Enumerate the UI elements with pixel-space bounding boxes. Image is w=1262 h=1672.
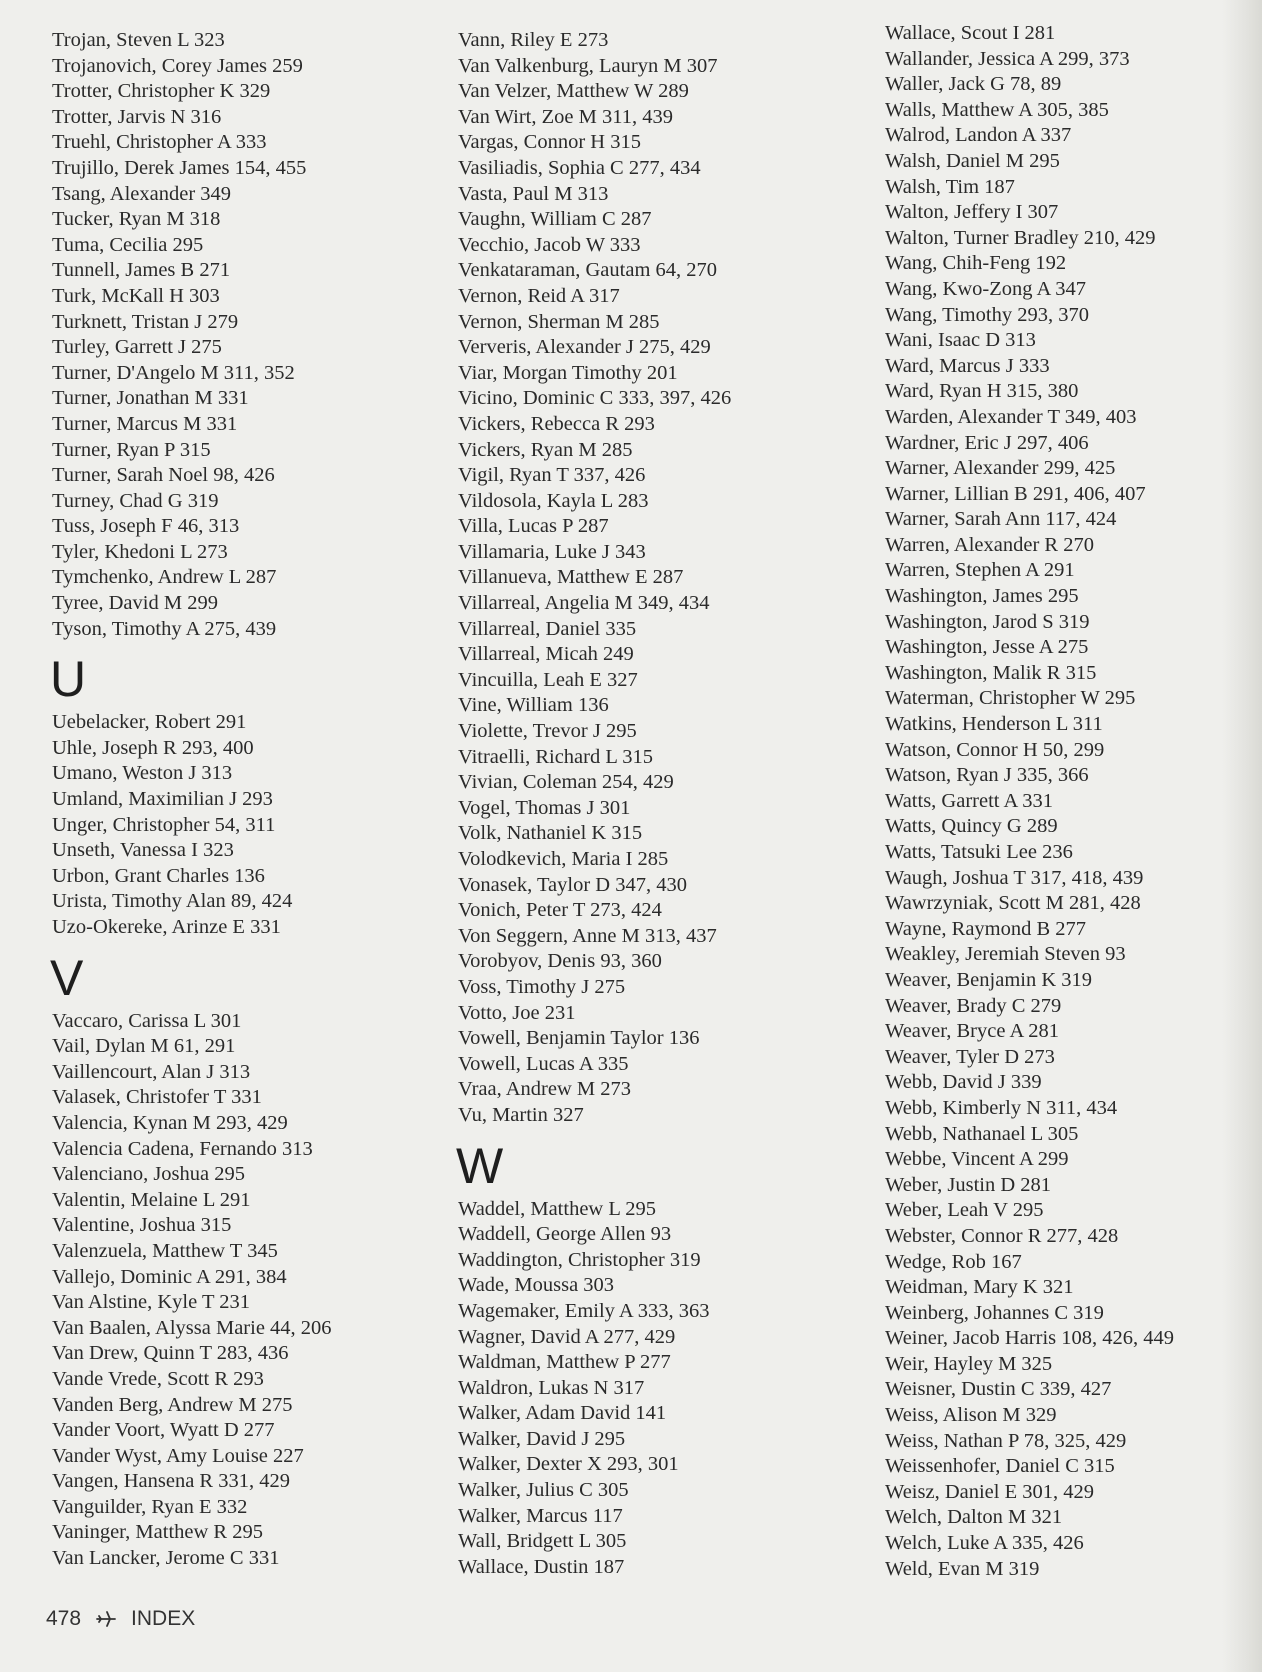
index-entry: Von Seggern, Anne M 313, 437 [458, 924, 717, 947]
page-edge-shadow [1222, 0, 1262, 1672]
index-entry: Waldron, Lukas N 317 [458, 1376, 645, 1399]
index-entry: Waller, Jack G 78, 89 [885, 73, 1062, 96]
index-entry: Wallander, Jessica A 299, 373 [885, 47, 1130, 70]
index-entry: Vasiliadis, Sophia C 277, 434 [458, 156, 701, 179]
index-entry: Vallejo, Dominic A 291, 384 [52, 1265, 287, 1288]
index-entry: Tyree, David M 299 [52, 592, 218, 615]
index-entry: Villa, Lucas P 287 [458, 515, 609, 538]
index-entry: Wedge, Rob 167 [885, 1250, 1022, 1273]
index-entry: Vorobyov, Denis 93, 360 [458, 950, 662, 973]
index-entry: Welch, Dalton M 321 [885, 1506, 1063, 1529]
index-entry: Wang, Kwo-Zong A 347 [885, 277, 1087, 300]
index-entry: Tymchenko, Andrew L 287 [52, 566, 277, 589]
index-entry: Umland, Maximilian J 293 [52, 788, 273, 811]
index-entry: Walker, Julius C 305 [458, 1479, 629, 1502]
index-entry: Viar, Morgan Timothy 201 [458, 361, 678, 384]
index-entry: Vanden Berg, Andrew M 275 [52, 1393, 293, 1416]
index-entry: Weiner, Jacob Harris 108, 426, 449 [885, 1327, 1175, 1350]
index-entry: Vann, Riley E 273 [458, 29, 609, 51]
index-entry: Vine, William 136 [458, 694, 609, 717]
index-entry: Warren, Alexander R 270 [885, 533, 1094, 556]
index-entry: Trojan, Steven L 323 [52, 29, 225, 51]
index-entry: Walton, Jeffery I 307 [885, 201, 1059, 224]
index-entry: Webb, David J 339 [885, 1071, 1042, 1094]
index-entry: Votto, Joe 231 [458, 1001, 576, 1024]
index-entry: Uhle, Joseph R 293, 400 [52, 736, 254, 759]
index-entry: Washington, Malik R 315 [885, 661, 1097, 684]
index-entry: Turk, McKall H 303 [52, 284, 220, 307]
section-label: INDEX [131, 1607, 196, 1630]
index-entry: Umano, Weston J 313 [52, 762, 233, 785]
index-entry: Weaver, Bryce A 281 [885, 1020, 1059, 1043]
index-entry: Voss, Timothy J 275 [458, 975, 626, 998]
index-entry: Turner, Jonathan M 331 [52, 387, 249, 410]
index-entry: Unseth, Vanessa I 323 [52, 839, 234, 862]
index-entry: Vickers, Rebecca R 293 [458, 412, 655, 435]
index-entry: Ververis, Alexander J 275, 429 [458, 336, 711, 359]
index-entry: Vangen, Hansena R 331, 429 [52, 1470, 290, 1493]
index-entry: Washington, Jesse A 275 [885, 636, 1089, 659]
index-entry: Weidman, Mary K 321 [885, 1276, 1074, 1299]
index-entry: Warren, Stephen A 291 [885, 559, 1075, 582]
index-entry: Valenzuela, Matthew T 345 [52, 1239, 278, 1262]
index-entry: Valasek, Christofer T 331 [52, 1086, 262, 1109]
index-entry: Weissenhofer, Daniel C 315 [885, 1455, 1115, 1478]
index-entry: Uzo-Okereke, Arinze E 331 [52, 916, 281, 938]
index-entry: Watson, Ryan J 335, 366 [885, 764, 1089, 787]
index-entry: Venkataraman, Gautam 64, 270 [458, 259, 718, 282]
index-entry: Vivian, Coleman 254, 429 [458, 771, 674, 794]
index-entry: Vaccaro, Carissa L 301 [52, 1009, 242, 1032]
index-entry: Villarreal, Micah 249 [458, 643, 634, 666]
index-entry: Valenciano, Joshua 295 [52, 1163, 245, 1186]
airplane-icon [95, 1610, 117, 1628]
index-entry: Wade, Moussa 303 [458, 1274, 615, 1297]
index-entry: Van Baalen, Alyssa Marie 44, 206 [52, 1316, 332, 1339]
index-entry: Webster, Connor R 277, 428 [885, 1224, 1119, 1247]
index-entry: Van Lancker, Jerome C 331 [52, 1547, 280, 1570]
index-entry: Walker, Dexter X 293, 301 [458, 1453, 679, 1476]
index-entry: Wang, Timothy 293, 370 [885, 303, 1089, 326]
index-entry: Wayne, Raymond B 277 [885, 917, 1087, 940]
index-entry: Valencia, Kynan M 293, 429 [52, 1111, 288, 1134]
index-entry: Turley, Garrett J 275 [52, 336, 222, 359]
index-entry: Welch, Luke A 335, 426 [885, 1532, 1084, 1555]
index-entry: Trotter, Christopher K 329 [52, 80, 271, 103]
index-entry: Waddell, George Allen 93 [458, 1223, 672, 1246]
section-letter-v: V [50, 949, 84, 1006]
index-entry: Valentin, Melaine L 291 [52, 1188, 251, 1211]
index-entry: Weber, Leah V 295 [885, 1199, 1044, 1222]
index-entry: Weaver, Benjamin K 319 [885, 968, 1093, 991]
index-entry: Weaver, Tyler D 273 [885, 1045, 1055, 1068]
index-entry: Walls, Matthew A 305, 385 [885, 98, 1109, 121]
index-entry: Vander Voort, Wyatt D 277 [52, 1419, 275, 1442]
index-entry: Vu, Martin 327 [458, 1103, 584, 1126]
index-entry: Van Alstine, Kyle T 231 [52, 1291, 250, 1314]
index-entry: Warden, Alexander T 349, 403 [885, 405, 1137, 428]
index-entry: Van Drew, Quinn T 283, 436 [52, 1342, 289, 1365]
index-entry: Warner, Lillian B 291, 406, 407 [885, 482, 1146, 505]
index-entry: Vasta, Paul M 313 [458, 182, 609, 205]
index-entry: Weld, Evan M 319 [885, 1557, 1040, 1580]
index-entry: Washington, Jarod S 319 [885, 610, 1090, 633]
index-entry: Wagner, David A 277, 429 [458, 1325, 676, 1348]
index-entry: Walker, Marcus 117 [458, 1504, 623, 1527]
index-entry: Wani, Isaac D 313 [885, 329, 1036, 352]
index-entry: Weir, Hayley M 325 [885, 1352, 1053, 1375]
index-entry: Weisz, Daniel E 301, 429 [885, 1480, 1094, 1503]
index-entry: Volodkevich, Maria I 285 [458, 848, 669, 870]
index-entry: Waugh, Joshua T 317, 418, 439 [885, 866, 1144, 889]
index-entry: Waddel, Matthew L 295 [458, 1197, 656, 1220]
index-entry: Webbe, Vincent A 299 [885, 1148, 1069, 1171]
index-entry: Webb, Kimberly N 311, 434 [885, 1096, 1118, 1119]
index-entry: Ward, Marcus J 333 [885, 354, 1050, 377]
index-entry: Turner, D'Angelo M 311, 352 [52, 361, 295, 384]
index-entry: Warner, Sarah Ann 117, 424 [885, 508, 1117, 531]
index-entry: Turner, Ryan P 315 [52, 438, 211, 461]
index-entry: Trojanovich, Corey James 259 [52, 54, 303, 77]
index-entry: Watson, Connor H 50, 299 [885, 738, 1105, 761]
index-entry: Wawrzyniak, Scott M 281, 428 [885, 892, 1141, 915]
index-entry: Trotter, Jarvis N 316 [52, 105, 222, 128]
index-entry: Walton, Turner Bradley 210, 429 [885, 226, 1156, 249]
index-entry: Wallace, Dustin 187 [458, 1555, 625, 1578]
index-entry: Walker, Adam David 141 [458, 1402, 667, 1425]
index-entry: Vande Vrede, Scott R 293 [52, 1367, 264, 1390]
index-entry: Vanguilder, Ryan E 332 [52, 1495, 248, 1518]
index-column-2 [458, 28, 731, 1580]
index-entry: Weiss, Nathan P 78, 325, 429 [885, 1429, 1127, 1452]
index-entry: Watkins, Henderson L 311 [885, 713, 1103, 736]
section-letter-u: U [50, 651, 87, 708]
index-entry: Uebelacker, Robert 291 [52, 711, 247, 734]
index-entry: Wagemaker, Emily A 333, 363 [458, 1299, 710, 1322]
index-entry: Vowell, Benjamin Taylor 136 [458, 1027, 700, 1050]
index-entry: Tyler, Khedoni L 273 [52, 540, 228, 563]
index-entry: Valentine, Joshua 315 [52, 1214, 232, 1237]
index-entry: Vonasek, Taylor D 347, 430 [458, 873, 687, 896]
index-entry: Vonich, Peter T 273, 424 [458, 899, 662, 922]
index-entry: Villamaria, Luke J 343 [458, 540, 646, 563]
index-column-1 [52, 28, 332, 1572]
index-entry: Villanueva, Matthew E 287 [458, 566, 684, 589]
index-entry: Watts, Quincy G 289 [885, 815, 1058, 838]
index-entry: Waddington, Christopher 319 [458, 1248, 701, 1271]
index-entry: Waldman, Matthew P 277 [458, 1351, 671, 1374]
index-entry: Turner, Sarah Noel 98, 426 [52, 464, 275, 487]
index-entry: Tuma, Cecilia 295 [52, 233, 204, 256]
index-entry: Tunnell, James B 271 [52, 259, 231, 282]
index-entry: Van Wirt, Zoe M 311, 439 [458, 105, 673, 128]
index-entry: Valencia Cadena, Fernando 313 [52, 1137, 313, 1160]
index-entry: Weaver, Brady C 279 [885, 994, 1062, 1017]
index-entry: Vraa, Andrew M 273 [458, 1078, 631, 1101]
index-entry: Tuss, Joseph F 46, 313 [52, 515, 240, 538]
index-entry: Tyson, Timothy A 275, 439 [52, 617, 277, 640]
index-entry: Weinberg, Johannes C 319 [885, 1301, 1104, 1324]
index-entry: Vincuilla, Leah E 327 [458, 668, 638, 691]
page-footer [46, 1607, 195, 1631]
index-entry: Wall, Bridgett L 305 [458, 1530, 627, 1553]
index-entry: Vernon, Sherman M 285 [458, 310, 660, 333]
index-entry: Walsh, Daniel M 295 [885, 149, 1060, 172]
index-entry: Vargas, Connor H 315 [458, 131, 641, 154]
index-entry: Turknett, Tristan J 279 [52, 310, 239, 333]
index-entry: Vaillencourt, Alan J 313 [52, 1060, 251, 1083]
index-entry: Washington, James 295 [885, 585, 1079, 608]
index-entry: Van Valkenburg, Lauryn M 307 [458, 54, 718, 77]
index-entry: Ward, Ryan H 315, 380 [885, 380, 1079, 403]
index-entry: Weiss, Alison M 329 [885, 1404, 1057, 1427]
index-entry: Urista, Timothy Alan 89, 424 [52, 890, 293, 913]
index-entry: Volk, Nathaniel K 315 [458, 822, 643, 845]
index-entry: Villarreal, Daniel 335 [458, 617, 637, 640]
index-entry: Turney, Chad G 319 [52, 489, 219, 512]
index-entry: Webb, Nathanael L 305 [885, 1122, 1079, 1145]
index-entry: Unger, Christopher 54, 311 [52, 813, 276, 836]
index-entry: Weisner, Dustin C 339, 427 [885, 1378, 1112, 1401]
index-entry: Wallace, Scout I 281 [885, 22, 1056, 44]
index-entry: Vowell, Lucas A 335 [458, 1052, 629, 1075]
index-entry: Wardner, Eric J 297, 406 [885, 431, 1089, 454]
index-entry: Vail, Dylan M 61, 291 [52, 1035, 236, 1058]
index-entry: Walker, David J 295 [458, 1427, 626, 1450]
index-entry: Vander Wyst, Amy Louise 227 [52, 1444, 304, 1467]
index-entry: Turner, Marcus M 331 [52, 412, 238, 435]
index-entry: Van Velzer, Matthew W 289 [458, 80, 689, 103]
index-entry: Truehl, Christopher A 333 [52, 131, 267, 154]
index-entry: Vigil, Ryan T 337, 426 [458, 464, 646, 487]
index-entry: Tsang, Alexander 349 [52, 182, 232, 205]
page-number: 478 [46, 1607, 82, 1630]
index-entry: Vernon, Reid A 317 [458, 284, 620, 307]
index-entry: Trujillo, Derek James 154, 455 [52, 156, 307, 179]
index-entry: Villarreal, Angelia M 349, 434 [458, 592, 710, 615]
index-entry: Wang, Chih-Feng 192 [885, 252, 1067, 275]
index-entry: Vaninger, Matthew R 295 [52, 1521, 263, 1544]
index-entry: Watts, Garrett A 331 [885, 789, 1054, 812]
index-entry: Vicino, Dominic C 333, 397, 426 [458, 387, 732, 410]
index-entry: Watts, Tatsuki Lee 236 [885, 841, 1073, 863]
index-entry: Weber, Justin D 281 [885, 1173, 1052, 1196]
section-letter-w: W [456, 1137, 504, 1194]
index-entry: Walrod, Landon A 337 [885, 124, 1072, 147]
index-entry: Vecchio, Jacob W 333 [458, 233, 641, 256]
index-entry: Vickers, Ryan M 285 [458, 438, 633, 461]
index-entry: Warner, Alexander 299, 425 [885, 457, 1116, 480]
index-entry: Vaughn, William C 287 [458, 208, 652, 231]
index-entry: Urbon, Grant Charles 136 [52, 864, 265, 887]
index-entry: Tucker, Ryan M 318 [52, 208, 221, 231]
index-column-3 [885, 22, 1175, 1582]
index-entry: Waterman, Christopher W 295 [885, 687, 1136, 710]
index-entry: Violette, Trevor J 295 [458, 720, 637, 743]
index-entry: Weakley, Jeremiah Steven 93 [885, 943, 1126, 966]
index-entry: Walsh, Tim 187 [885, 175, 1015, 198]
index-entry: Vildosola, Kayla L 283 [458, 489, 649, 512]
index-entry: Vogel, Thomas J 301 [458, 796, 631, 819]
index-entry: Vitraelli, Richard L 315 [458, 745, 653, 768]
